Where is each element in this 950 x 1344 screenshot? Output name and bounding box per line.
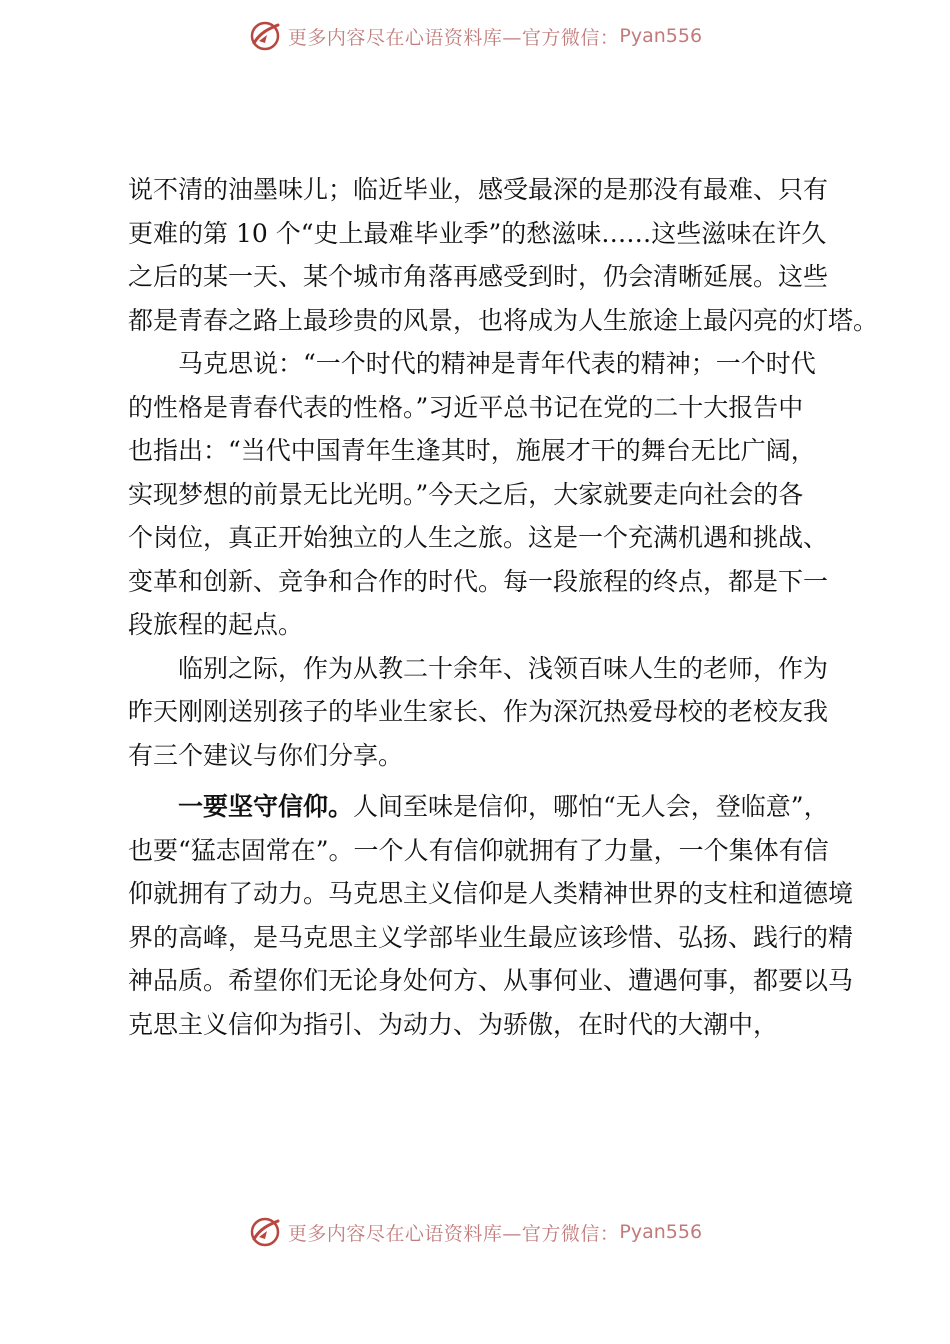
section-intro-text: 人间至味是信仰，哪怕“无人会，登临意”， [353, 792, 829, 821]
text-line: 神品质。希望你们无论身处何方、从事何业、遭遇何事，都要以马 [128, 966, 854, 995]
header-banner [0, 14, 950, 58]
text-line: 有三个建议与你们分享。 [128, 740, 404, 770]
text-line: 都是青春之路上最珍贵的风景，也将成为人生旅途上最闪亮的灯塔。 [128, 305, 879, 335]
text-line: 仰就拥有了动力。马克思主义信仰是人类精神世界的支柱和道德境 [128, 879, 854, 908]
text-line [128, 785, 848, 829]
section-heading: 一要坚守信仰。 [178, 792, 354, 821]
text-line: 个岗位，真正开始独立的人生之旅。这是一个充满机遇和挑战、 [128, 523, 829, 552]
text-line: 的性格是青春代表的性格。”习近平总书记在党的二十大报告中 [128, 392, 804, 422]
text-line: 昨天刚刚送别孩子的毕业生家长、作为深沉热爱母校的老校友我 [128, 697, 829, 726]
text-line: 马克思说：“一个时代的精神是青年代表的精神；一个时代 [178, 349, 816, 378]
text-line: 临别之际，作为从教二十余年、浅领百味人生的老师，作为 [178, 653, 829, 683]
paragraph-2 [128, 342, 848, 647]
text-line: 说不清的油墨味儿；临近毕业，感受最深的是那没有最难、只有 [128, 175, 829, 204]
text-line: 也要“猛志固常在”。一个人有信仰就拥有了力量，一个集体有信 [128, 835, 829, 865]
paragraph-1 [128, 168, 879, 342]
text-line: 界的高峰，是马克思主义学部毕业生最应该珍惜、弘扬、践行的精 [128, 922, 854, 952]
logo-icon [248, 1215, 282, 1249]
footer-banner [0, 1210, 950, 1254]
text-line: 实现梦想的前景无比光明。”今天之后，大家就要走向社会的各 [128, 479, 804, 509]
text-line: 克思主义信仰为指引、为动力、为骄傲，在时代的大潮中， [128, 1009, 779, 1039]
header-wechat-id: Pyan556 [619, 25, 703, 47]
footer-wechat-id: Pyan556 [619, 1221, 703, 1243]
header-banner-text: 更多内容尽在心语资料库—官方微信： [287, 26, 620, 49]
footer-banner-text: 更多内容尽在心语资料库—官方微信： [287, 1222, 620, 1245]
paragraph-3 [128, 647, 848, 778]
text-line: 之后的某一天、某个城市角落再感受到时，仍会清晰延展。这些 [128, 262, 829, 291]
logo-icon [248, 19, 282, 53]
document-body [128, 168, 879, 1046]
text-line: 也指出：“当代中国青年生逢其时，施展才干的舞台无比广阔， [128, 436, 816, 465]
text-line: 变革和创新、竞争和合作的时代。每一段旅程的终点，都是下一 [128, 566, 829, 596]
text-line: 更难的第 10 个“史上最难毕业季”的愁滋味……这些滋味在许久 [128, 218, 827, 248]
paragraph-4 [128, 785, 854, 1046]
text-line: 段旅程的起点。 [128, 610, 304, 639]
